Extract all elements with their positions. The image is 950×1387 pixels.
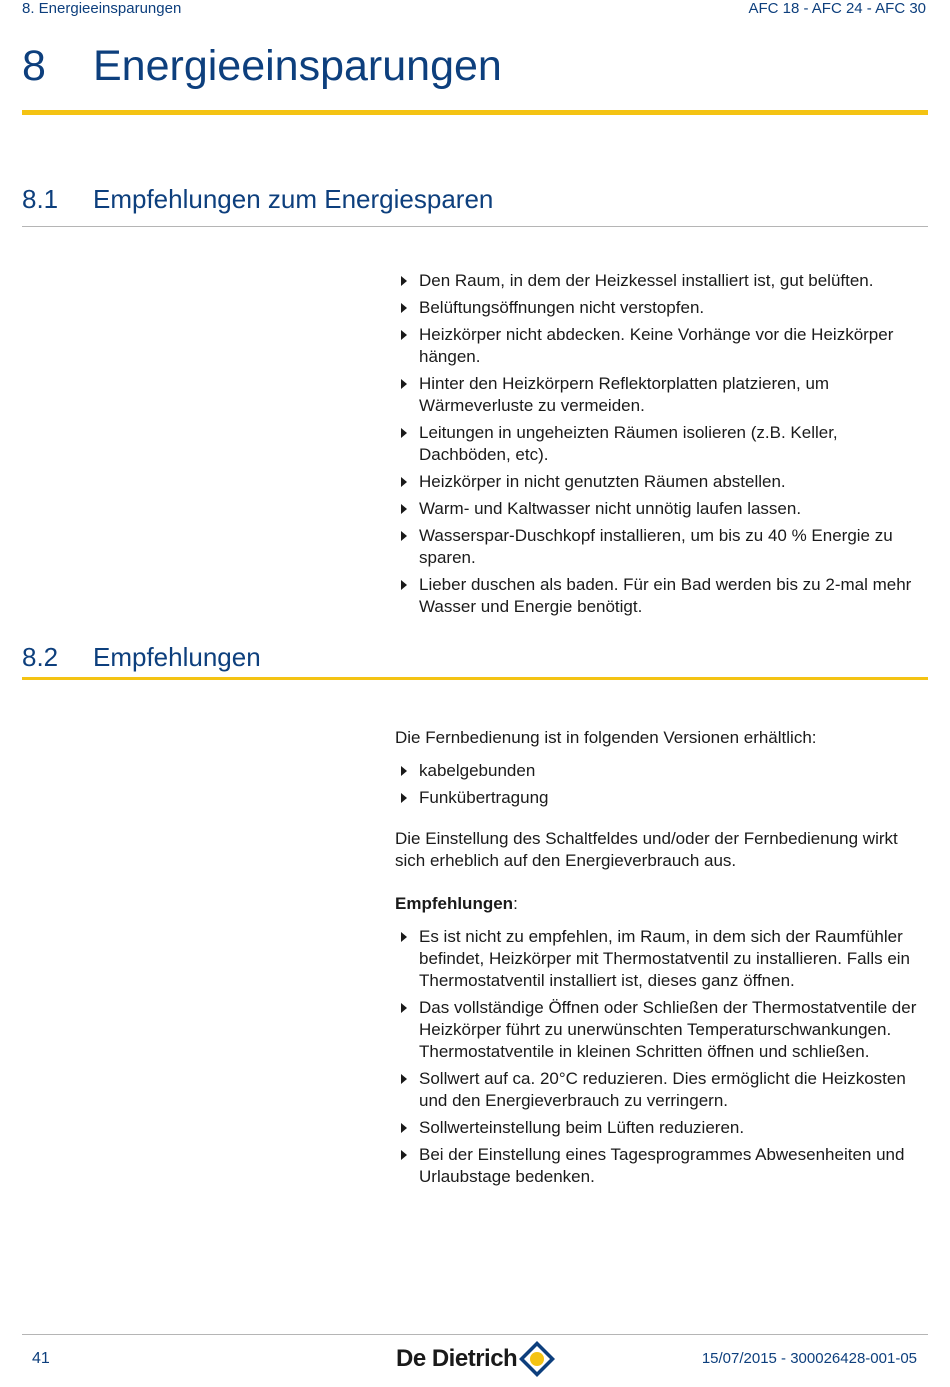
- recommendation-item: [395, 1068, 930, 1112]
- bullet-arrow-icon: [401, 766, 407, 776]
- section-1-title: [22, 184, 493, 215]
- energy-tip-item: [395, 270, 930, 292]
- chapter-number: 8: [22, 42, 46, 90]
- section-2-intro: Die Fernbedienung ist in folgenden Versionen erhältlich:: [395, 728, 817, 747]
- energy-tip-item: [395, 471, 930, 493]
- section-2-title: [22, 642, 261, 673]
- bullet-arrow-icon: [401, 504, 407, 514]
- recommendation-item-text: Es ist nicht zu empfehlen, im Raum, in dem sich der Raumfühler befindet, Heizkörper mit Thermostatventil zu installieren. Falls ein Thermostatventil installiert ist, dieses ganz öffnen.: [419, 927, 911, 990]
- version-item: [395, 760, 930, 782]
- section-2-rule: [22, 677, 928, 680]
- bullet-arrow-icon: [401, 428, 407, 438]
- recommendations-label: Empfehlungen: [395, 894, 514, 913]
- energy-tip-item: [395, 373, 930, 417]
- brand-logo: [396, 1340, 556, 1378]
- bullet-arrow-icon: [401, 330, 407, 340]
- section-2-number: 8.2: [22, 642, 59, 672]
- energy-tip-item-text: Den Raum, in dem der Heizkessel installiert ist, gut belüften.: [419, 271, 874, 290]
- section-2-note: Die Einstellung des Schaltfeldes und/oder der Fernbedienung wirkt sich erheblich auf den Energieverbrauch aus.: [395, 829, 898, 870]
- bullet-arrow-icon: [401, 1003, 407, 1013]
- recommendation-item: [395, 1144, 930, 1188]
- energy-tip-item-text: Hinter den Heizkörpern Reflektorplatten platzieren, um Wärmeverluste zu vermeiden.: [419, 374, 830, 415]
- document-reference: 15/07/2015 - 300026428-001-05: [701, 1350, 917, 1367]
- energy-tip-item-text: Warm- und Kaltwasser nicht unnötig laufen lassen.: [419, 499, 802, 518]
- recommendation-item: [395, 926, 930, 992]
- bullet-arrow-icon: [401, 1123, 407, 1133]
- brand-diamond-icon: [518, 1340, 556, 1378]
- energy-tip-item-text: Lieber duschen als baden. Für ein Bad werden bis zu 2-mal mehr Wasser und Energie benötigt.: [419, 575, 912, 616]
- brand-logo-text: De Dietrich: [396, 1345, 518, 1372]
- section-1-number: 8.1: [22, 184, 59, 214]
- energy-tip-item: [395, 574, 930, 618]
- bullet-arrow-icon: [401, 793, 407, 803]
- recommendation-item-text: Sollwert auf ca. 20°C reduzieren. Dies ermöglicht die Heizkosten und den Energieverbrauch zu verringern.: [419, 1069, 906, 1110]
- page-number: 41: [32, 1350, 50, 1367]
- section-1-rule: [22, 226, 928, 227]
- energy-tip-item-text: Belüftungsöffnungen nicht verstopfen.: [419, 298, 705, 317]
- section-1-list: [395, 270, 930, 618]
- energy-tip-item: [395, 297, 930, 319]
- energy-tip-item-text: Wasserspar-Duschkopf installieren, um bis zu 40 % Energie zu sparen.: [419, 526, 893, 567]
- bullet-arrow-icon: [401, 1150, 407, 1160]
- recommendation-item-text: Bei der Einstellung eines Tagesprogrammes Abwesenheiten und Urlaubstage bedenken.: [419, 1145, 905, 1186]
- section-2-title-text: Empfehlungen: [93, 642, 261, 672]
- section-1-content: [395, 270, 930, 623]
- bullet-arrow-icon: [401, 932, 407, 942]
- recommendation-item: [395, 1117, 930, 1139]
- footer-rule: [22, 1334, 928, 1335]
- recommendations-heading: [395, 893, 930, 915]
- bullet-arrow-icon: [401, 303, 407, 313]
- recommendation-item-text: Das vollständige Öffnen oder Schließen der Thermostatventile der Heizkörper führt zu unerwünschten Temperaturschwankungen. Thermostatventile in kleinen Schritten öffnen und schließen.: [419, 998, 917, 1061]
- energy-tip-item: [395, 525, 930, 569]
- chapter-title: [22, 42, 502, 91]
- energy-tip-item-text: Leitungen in ungeheizten Räumen isolieren (z.B. Keller, Dachböden, etc).: [419, 423, 838, 464]
- chapter-rule: [22, 110, 928, 115]
- recommendation-item: [395, 997, 930, 1063]
- section-1-title-text: Empfehlungen zum Energiesparen: [93, 184, 494, 214]
- recommendations-colon: :: [513, 894, 518, 913]
- energy-tip-item-text: Heizkörper in nicht genutzten Räumen abstellen.: [419, 472, 786, 491]
- versions-list: [395, 760, 930, 809]
- energy-tip-item: [395, 324, 930, 368]
- recommendations-list: [395, 926, 930, 1188]
- energy-tip-item: [395, 422, 930, 466]
- bullet-arrow-icon: [401, 1074, 407, 1084]
- section-2-content: [395, 727, 930, 1193]
- running-header-right: AFC 18 - AFC 24 - AFC 30: [748, 0, 926, 17]
- chapter-title-text: Energieeinsparungen: [93, 42, 502, 90]
- energy-tip-item: [395, 498, 930, 520]
- bullet-arrow-icon: [401, 379, 407, 389]
- bullet-arrow-icon: [401, 477, 407, 487]
- version-item-text: Funkübertragung: [419, 788, 549, 807]
- recommendation-item-text: Sollwerteinstellung beim Lüften reduzieren.: [419, 1118, 745, 1137]
- bullet-arrow-icon: [401, 531, 407, 541]
- bullet-arrow-icon: [401, 580, 407, 590]
- running-header-left: 8. Energieeinsparungen: [22, 0, 182, 17]
- version-item: [395, 787, 930, 809]
- version-item-text: kabelgebunden: [419, 761, 536, 780]
- energy-tip-item-text: Heizkörper nicht abdecken. Keine Vorhänge vor die Heizkörper hängen.: [419, 325, 894, 366]
- bullet-arrow-icon: [401, 276, 407, 286]
